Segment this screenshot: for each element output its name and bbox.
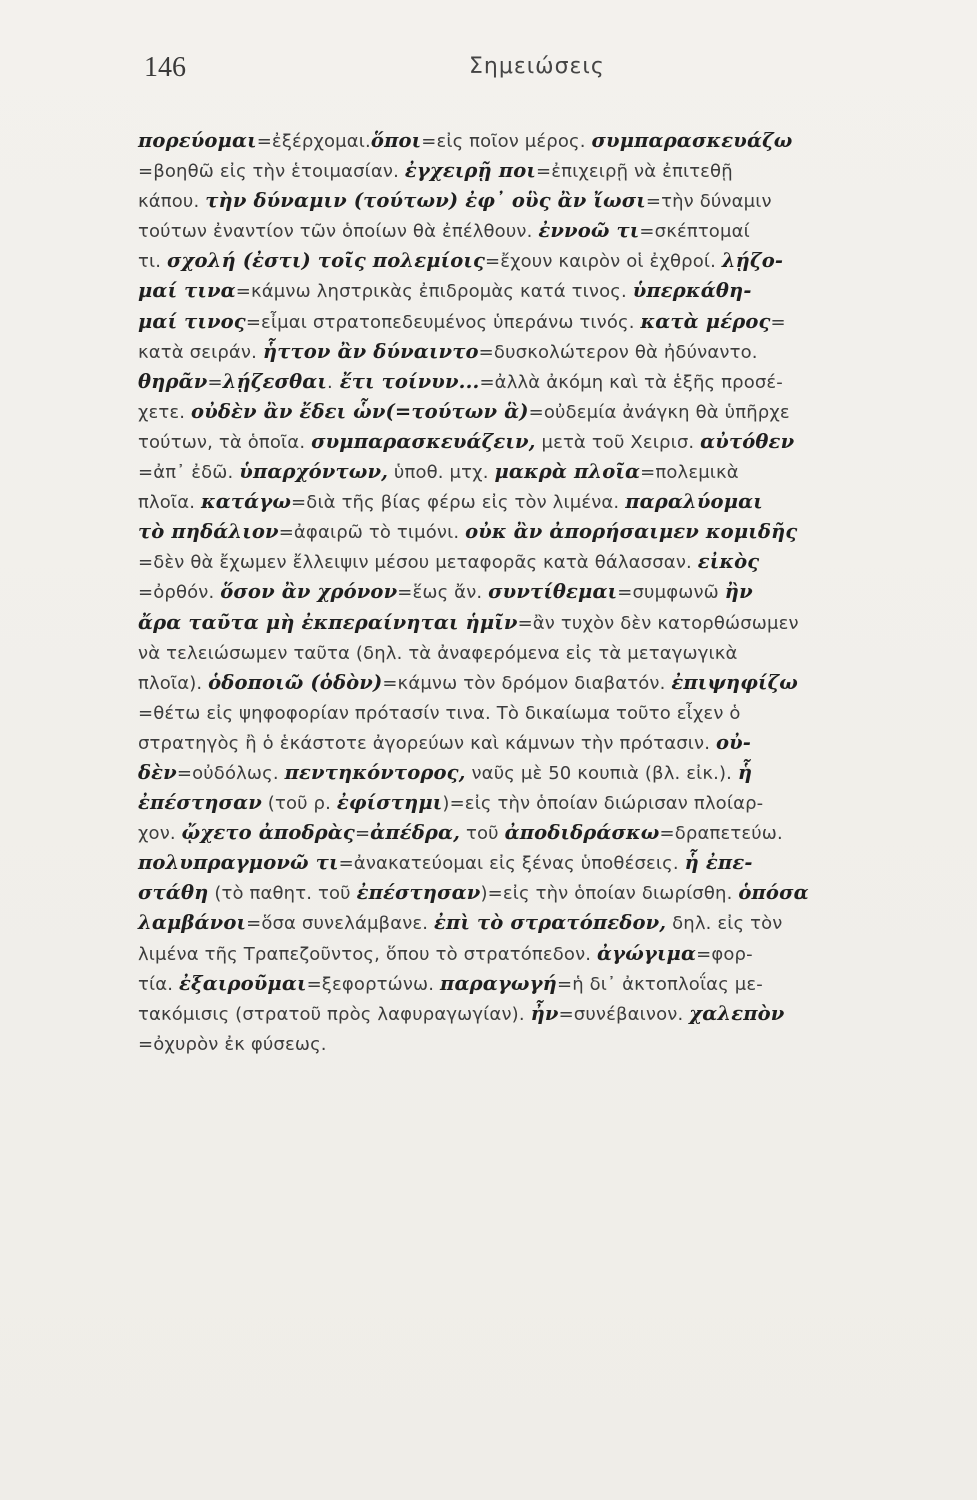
headword: ἧ (737, 760, 753, 784)
gloss: =πολεμικὰ (640, 462, 739, 484)
text-line (138, 758, 926, 788)
gloss: κατὰ σειράν. (138, 341, 263, 363)
gloss: ναῦς μὲ 50 κουπιὰ (βλ. εἰκ.). (465, 762, 738, 784)
gloss: )=εἰς τὴν ὁποίαν διώρισαν πλοίαρ- (442, 793, 764, 815)
gloss: =οὐδεμία ἀνάγκη θὰ ὑπῆρχε (528, 401, 790, 423)
text-line (138, 698, 926, 728)
headword: συμπαρασκευάζω (591, 129, 793, 152)
gloss: τούτων ἐναντίον τῶν ὁποίων θὰ ἐπέλθουν. (138, 221, 539, 243)
gloss: =ἐξέρχομαι. (256, 131, 371, 152)
gloss: δηλ. εἰς τὸν (666, 913, 783, 935)
page-number: 146 (144, 52, 186, 83)
gloss: =εἶμαι στρατοπεδευμένος ὑπεράνω τινός. (245, 311, 641, 333)
headword: οὐκ ἂν ἀπορήσαιμεν κομιδῆς (465, 520, 798, 544)
headword: ἐπὶ τὸ στρατόπεδον, (434, 911, 667, 935)
text-line (138, 848, 926, 878)
text-line (138, 878, 926, 908)
text-line (138, 608, 926, 638)
gloss: = (207, 371, 223, 393)
headword: θηρᾶν (138, 369, 208, 393)
text-line (138, 307, 926, 337)
headword: συντίθεμαι (488, 580, 618, 604)
text-line (138, 186, 926, 216)
headword: δὲν (138, 760, 177, 784)
gloss: =ἂν τυχὸν δὲν κατορθώσωμεν (517, 612, 799, 634)
headword: ὑπαρχόντων, (239, 460, 389, 484)
headword: ᾤχετο ἀποδρὰς (181, 821, 355, 845)
gloss: =θέτω εἰς ψηφοφορίαν πρότασίν τινα. Τὸ δικαίωμα τοῦτο εἶχεν ὁ (138, 702, 741, 724)
text-line (138, 908, 926, 938)
gloss: πλοῖα). (138, 672, 209, 694)
headword: ἧ ἐπε- (684, 851, 753, 875)
text-line (138, 939, 926, 969)
headword: λαμβάνοι (138, 911, 247, 935)
headword: ὅποι (370, 129, 422, 152)
gloss: =ἕως ἄν. (397, 582, 489, 604)
headword: τὴν δύναμιν (τούτων) ἐφ᾽ οὓς ἂν ἴωσι (205, 189, 646, 213)
gloss: =ξεφορτώνω. (306, 973, 441, 995)
text-line (138, 638, 926, 668)
gloss: ὑποθ. μτχ. (388, 462, 495, 484)
headword: ὑπερκάθη- (632, 279, 752, 303)
headword: ὅσον ἂν χρόνον (220, 580, 398, 604)
gloss: χετε. (138, 401, 192, 423)
text-line (138, 457, 926, 487)
headword: πορεύομαι (138, 129, 257, 152)
headword: ἐπέστησαν (138, 791, 262, 815)
gloss: =ἐπιχειρῇ νὰ ἐπιτεθῇ (535, 161, 733, 183)
gloss: νὰ τελειώσωμεν ταῦτα (δηλ. τὰ ἀναφερόμενα εἰς τὰ μεταγωγικὰ (138, 642, 738, 664)
gloss: . (326, 371, 333, 393)
gloss: =δυσκολώτερον θὰ ἠδύναντο. (478, 341, 758, 363)
headword: παραλύομαι (625, 490, 763, 514)
headword: πολυπραγμονῶ τι (138, 851, 339, 875)
headword: ἀπέδρα, (370, 821, 461, 845)
text-line (138, 1029, 926, 1059)
gloss: =ἀφαιρῶ τὸ τιμόνι. (278, 522, 466, 544)
headword: σχολή (ἐστι) τοῖς πολεμίοις (166, 249, 485, 273)
headword: εἰκὸς (697, 550, 760, 574)
gloss: =ἀπ᾽ ἐδῶ. (138, 462, 240, 484)
headword: συμπαρασκευάζειν, (311, 429, 536, 453)
headword: ἐφίστημι (336, 791, 443, 815)
headword: ἐξαιροῦμαι (179, 971, 307, 995)
gloss: = (354, 823, 371, 845)
gloss: =ἀνακατεύομαι εἰς ξένας ὑποθέσεις. (338, 853, 685, 875)
headword: στάθη (138, 881, 209, 905)
headword: πεντηκόντορος, (284, 760, 466, 784)
headword: ὁδοποιῶ (ὁδὸν) (208, 670, 383, 694)
gloss: =κάμνω ληστρικὰς ἐπιδρομὰς κατά τινος. (235, 281, 633, 303)
gloss: =ἔχουν καιρὸν οἱ ἐχθροί. (484, 251, 722, 273)
text-line (138, 216, 926, 246)
gloss: =συνέβαινον. (558, 1003, 690, 1025)
headword: κατὰ μέρος (640, 309, 771, 333)
headword: μακρὰ πλοῖα (494, 460, 641, 484)
text-line (138, 397, 926, 427)
headword: μαί τινα (138, 279, 236, 303)
text-line (138, 517, 926, 547)
gloss: πλοῖα. (138, 492, 201, 514)
text-line (138, 487, 926, 517)
text-line (138, 577, 926, 607)
headword: οὐδὲν ἂν ἔδει ὧν(=τούτων ἃ) (191, 399, 529, 423)
gloss: =δραπετεύω. (659, 823, 783, 845)
headword: ἐπέστησαν (356, 881, 481, 905)
headword: ἐπιψηφίζω (671, 670, 799, 694)
gloss: =διὰ τῆς βίας φέρω εἰς τὸν λιμένα. (291, 492, 626, 514)
gloss: =κάμνω τὸν δρόμον διαβατόν. (382, 672, 672, 694)
gloss: =φορ- (696, 943, 753, 965)
gloss: =συμφωνῶ (617, 582, 725, 604)
notes-body (138, 126, 926, 1059)
gloss: κάπου. (138, 191, 206, 213)
headword: χαλεπὸν (689, 1001, 785, 1025)
gloss: μετὰ τοῦ Χειρισ. (535, 431, 701, 453)
gloss: (τὸ παθητ. τοῦ (208, 883, 357, 905)
text-line (138, 728, 926, 758)
gloss: στρατηγὸς ἢ ὁ ἑκάστοτε ἀγορεύων καὶ κάμνων τὴν πρότασιν. (138, 732, 716, 754)
gloss: (τοῦ ρ. (261, 793, 337, 815)
gloss: =ὀχυρὸν ἐκ φύσεως. (138, 1033, 327, 1055)
gloss: =οὐδόλως. (176, 762, 285, 784)
gloss: =δὲν θὰ ἔχωμεν ἔλλειψιν μέσου μεταφορᾶς κατὰ θάλασσαν. (138, 552, 698, 574)
text-line (138, 276, 926, 306)
headword: οὐ- (715, 730, 752, 754)
gloss: χον. (138, 823, 182, 845)
headword: ἀγώγιμα (597, 941, 697, 965)
text-line (138, 246, 926, 276)
text-line (138, 969, 926, 999)
gloss: τι. (138, 251, 167, 273)
headword: μαί τινος (138, 309, 246, 333)
headword: ἔτι τοίνυν... (332, 369, 480, 393)
gloss: =ὅσα συνελάμβανε. (246, 913, 435, 935)
headword: αὐτόθεν (700, 429, 795, 453)
headword: παραγωγή (440, 971, 557, 995)
running-head: Σημειώσεις (469, 54, 605, 79)
headword: ἐγχειρῇ ποι (404, 159, 536, 183)
gloss: τία. (138, 973, 179, 995)
headword: ἄρα ταῦτα μὴ ἐκπεραίνηται ἡμῖν (138, 610, 518, 634)
headword: ἀποδιδράσκω (504, 821, 660, 845)
text-line (138, 126, 926, 156)
headword: ἧττον ἂν δύναιντο (262, 339, 479, 363)
gloss: =τὴν δύναμιν (645, 191, 772, 213)
text-line (138, 547, 926, 577)
gloss: =ἀλλὰ ἀκόμη καὶ τὰ ἑξῆς προσέ- (479, 371, 783, 393)
gloss: τούτων, τὰ ὁποῖα. (138, 431, 312, 453)
headword: τὸ πηδάλιον (138, 520, 279, 544)
headword: ὁπόσα (738, 881, 809, 905)
gloss: = (770, 311, 786, 333)
text-line (138, 668, 926, 698)
headword: κατάγω (200, 490, 292, 514)
headword: λῄζεσθαι (222, 369, 327, 393)
headword: ἢν (724, 580, 753, 604)
headword: λῄζο- (721, 249, 784, 273)
text-line (138, 788, 926, 818)
text-line (138, 156, 926, 186)
gloss: τακόμισις (στρατοῦ πρὸς λαφυραγωγίαν). (138, 1003, 531, 1025)
gloss: τοῦ (460, 823, 505, 845)
text-line (138, 999, 926, 1029)
gloss: =ἡ δι᾽ ἀκτοπλοΐας με- (556, 973, 763, 995)
text-line (138, 818, 926, 848)
gloss: )=εἰς τὴν ὁποίαν διωρίσθη. (480, 883, 739, 905)
gloss: =εἰς ποῖον μέρος. (421, 131, 592, 152)
text-line (138, 367, 926, 397)
gloss: =ὀρθόν. (138, 582, 221, 604)
gloss: =σκέπτομαί (639, 221, 750, 243)
text-line (138, 427, 926, 457)
gloss: λιμένα τῆς Τραπεζοῦντος, ὅπου τὸ στρατόπεδον. (138, 943, 598, 965)
gloss: =βοηθῶ εἰς τὴν ἑτοιμασίαν. (138, 161, 405, 183)
headword: ἦν (530, 1001, 559, 1025)
headword: ἐννοῶ τι (538, 219, 640, 243)
text-line (138, 337, 926, 367)
page-header (144, 52, 904, 92)
